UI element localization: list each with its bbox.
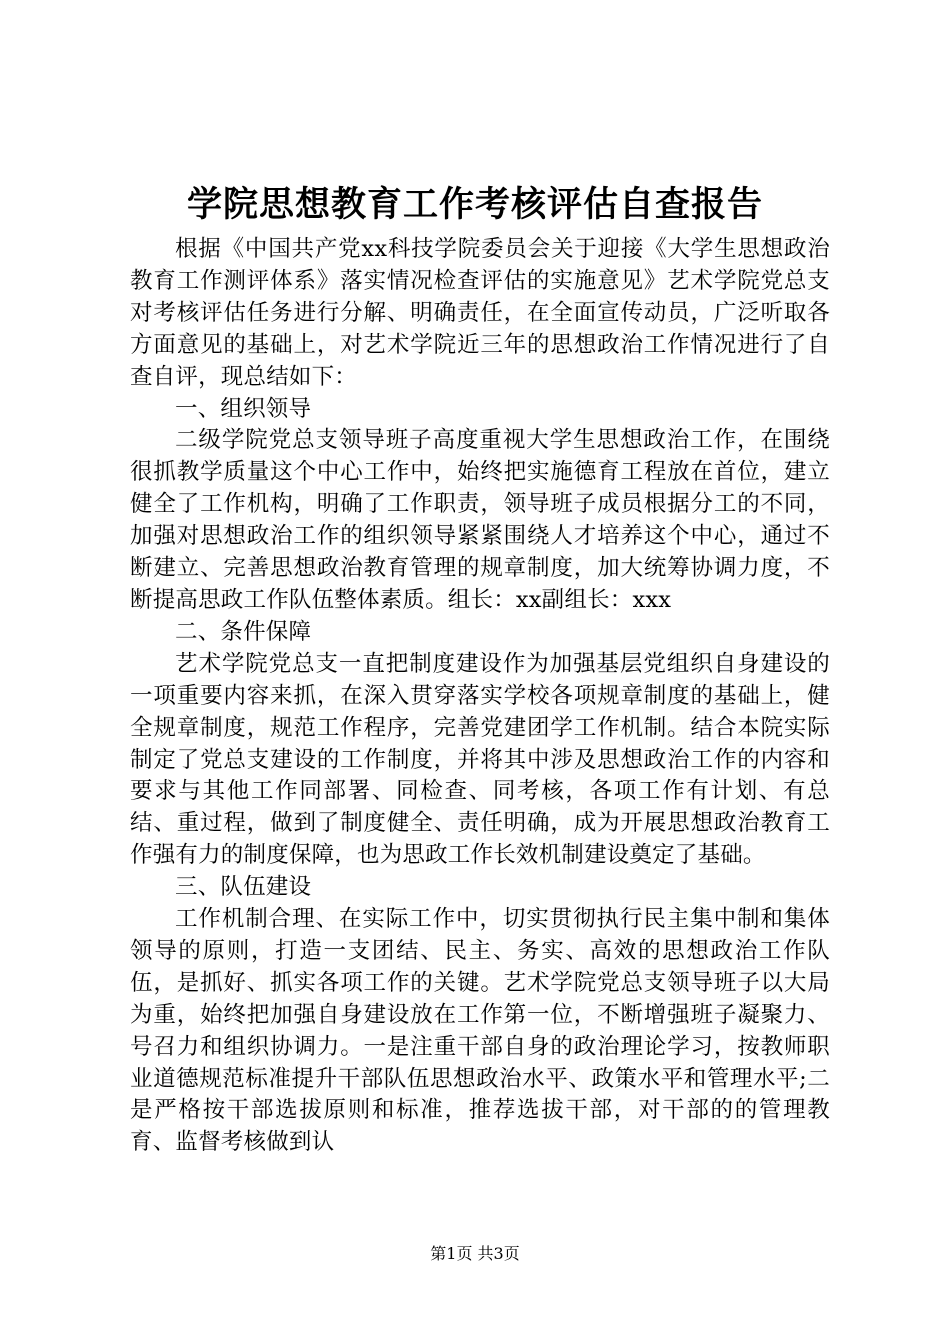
intro-paragraph: 根据《中国共产党xx科技学院委员会关于迎接《大学生思想政治教育工作测评体系》落实情况检查评估的实施意见》艺术学院党总支对考核评估任务进行分解、明确责任，在全面宣传动员，广泛听取各方面意见的基础上，对艺术学院近三年的思想政治工作情况进行了自查自评，现总结如下：	[130, 236, 830, 390]
section-heading-team: 三、队伍建设	[175, 874, 312, 901]
team-paragraph: 工作机制合理、在实际工作中，切实贯彻执行民主集中制和集体领导的原则，打造一支团结、民主、务实、高效的思想政治工作队伍，是抓好、抓实各项工作的关键。艺术学院党总支领导班子以大局为重，始终把加强自身建设放在工作第一位，不断增强班子凝聚力、号召力和组织协调力。一是注重干部自身的政治理论学习，按教师职业道德规范标准提升干部队伍思想政治水平、政策水平和管理水平;二是严格按干部选拔原则和标准，推荐选拔干部，对干部的的管理教育、监督考核做到认	[130, 906, 830, 1156]
document-title: 学院思想教育工作考核评估自查报告	[186, 185, 763, 225]
conditions-paragraph: 艺术学院党总支一直把制度建设作为加强基层党组织自身建设的一项重要内容来抓，在深入贯穿落实学校各项规章制度的基础上，健全规章制度，规范工作程序，完善党建团学工作机制。结合本院实际制定了党总支建设的工作制度，并将其中涉及思想政治工作的内容和要求与其他工作同部署、同检查、同考核，各项工作有计划、有总结、重过程，做到了制度健全、责任明确，成为开展思想政治教育工作强有力的制度保障，也为思政工作长效机制建设奠定了基础。	[130, 650, 830, 869]
organization-paragraph: 二级学院党总支领导班子高度重视大学生思想政治工作，在围绕很抓教学质量这个中心工作中，始终把实施德育工程放在首位，建立健全了工作机构，明确了工作职责，领导班子成员根据分工的不同，加强对思想政治工作的组织领导紧紧围绕人才培养这个中心，通过不断建立、完善思想政治教育管理的规章制度，加大统筹协调力度，不断提高思政工作队伍整体素质。组长：xx副组长：xxx	[130, 427, 830, 613]
section-heading-conditions: 二、条件保障	[175, 618, 312, 645]
page-number-footer: 第1页 共3页	[430, 1244, 520, 1263]
section-heading-organization: 一、组织领导	[175, 395, 312, 422]
document-body	[130, 234, 830, 1159]
